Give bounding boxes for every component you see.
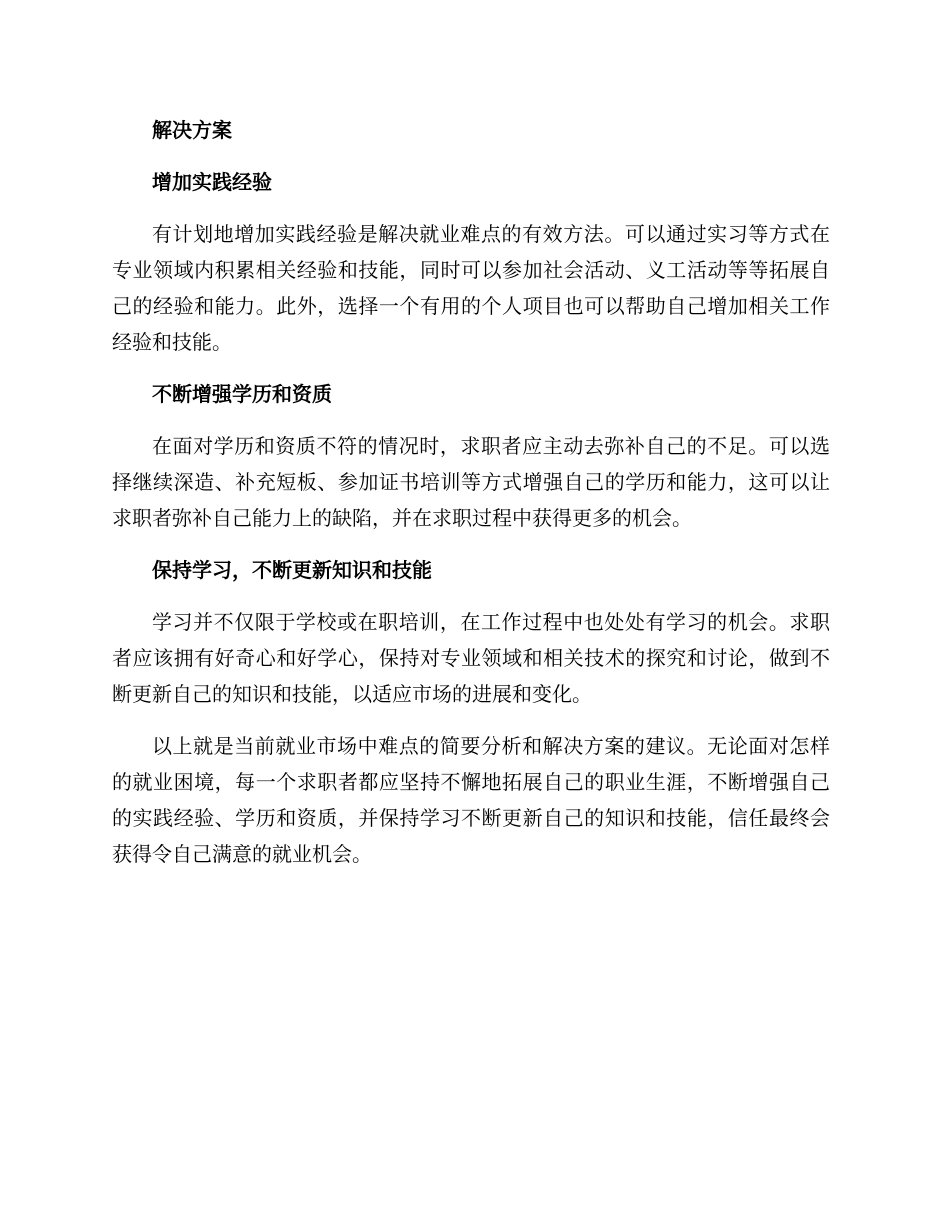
section-heading-solutions: 解决方案 [152, 118, 232, 142]
document-body [112, 112, 830, 888]
paragraph-conclusion: 以上就是当前就业市场中难点的简要分析和解决方案的建议。无论面对怎样的就业困境，每一个求职者都应坚持不懈地拓展自己的职业生涯，不断增强自己的实践经验、学历和资质，并保持学习不断更新自己的知识和技能，信任最终会获得令自己满意的就业机会。 [112, 734, 830, 866]
subsection-heading-learning: 保持学习，不断更新知识和技能 [152, 558, 432, 582]
subsection-heading-education: 不断增强学历和资质 [152, 382, 332, 406]
paragraph-education: 在面对学历和资质不符的情况时，求职者应主动去弥补自己的不足。可以选择继续深造、补充短板、参加证书培训等方式增强自己的学历和能力，这可以让求职者弥补自己能力上的缺陷，并在求职过程中获得更多的机会。 [112, 434, 830, 530]
subsection-heading-practice: 增加实践经验 [152, 170, 272, 194]
paragraph-practice: 有计划地增加实践经验是解决就业难点的有效方法。可以通过实习等方式在专业领域内积累相关经验和技能，同时可以参加社会活动、义工活动等等拓展自己的经验和能力。此外，选择一个有用的个人项目也可以帮助自己增加相关工作经验和技能。 [112, 222, 830, 354]
paragraph-learning: 学习并不仅限于学校或在职培训，在工作过程中也处处有学习的机会。求职者应该拥有好奇心和好学心，保持对专业领域和相关技术的探究和讨论，做到不断更新自己的知识和技能，以适应市场的进展和变化。 [112, 610, 830, 706]
